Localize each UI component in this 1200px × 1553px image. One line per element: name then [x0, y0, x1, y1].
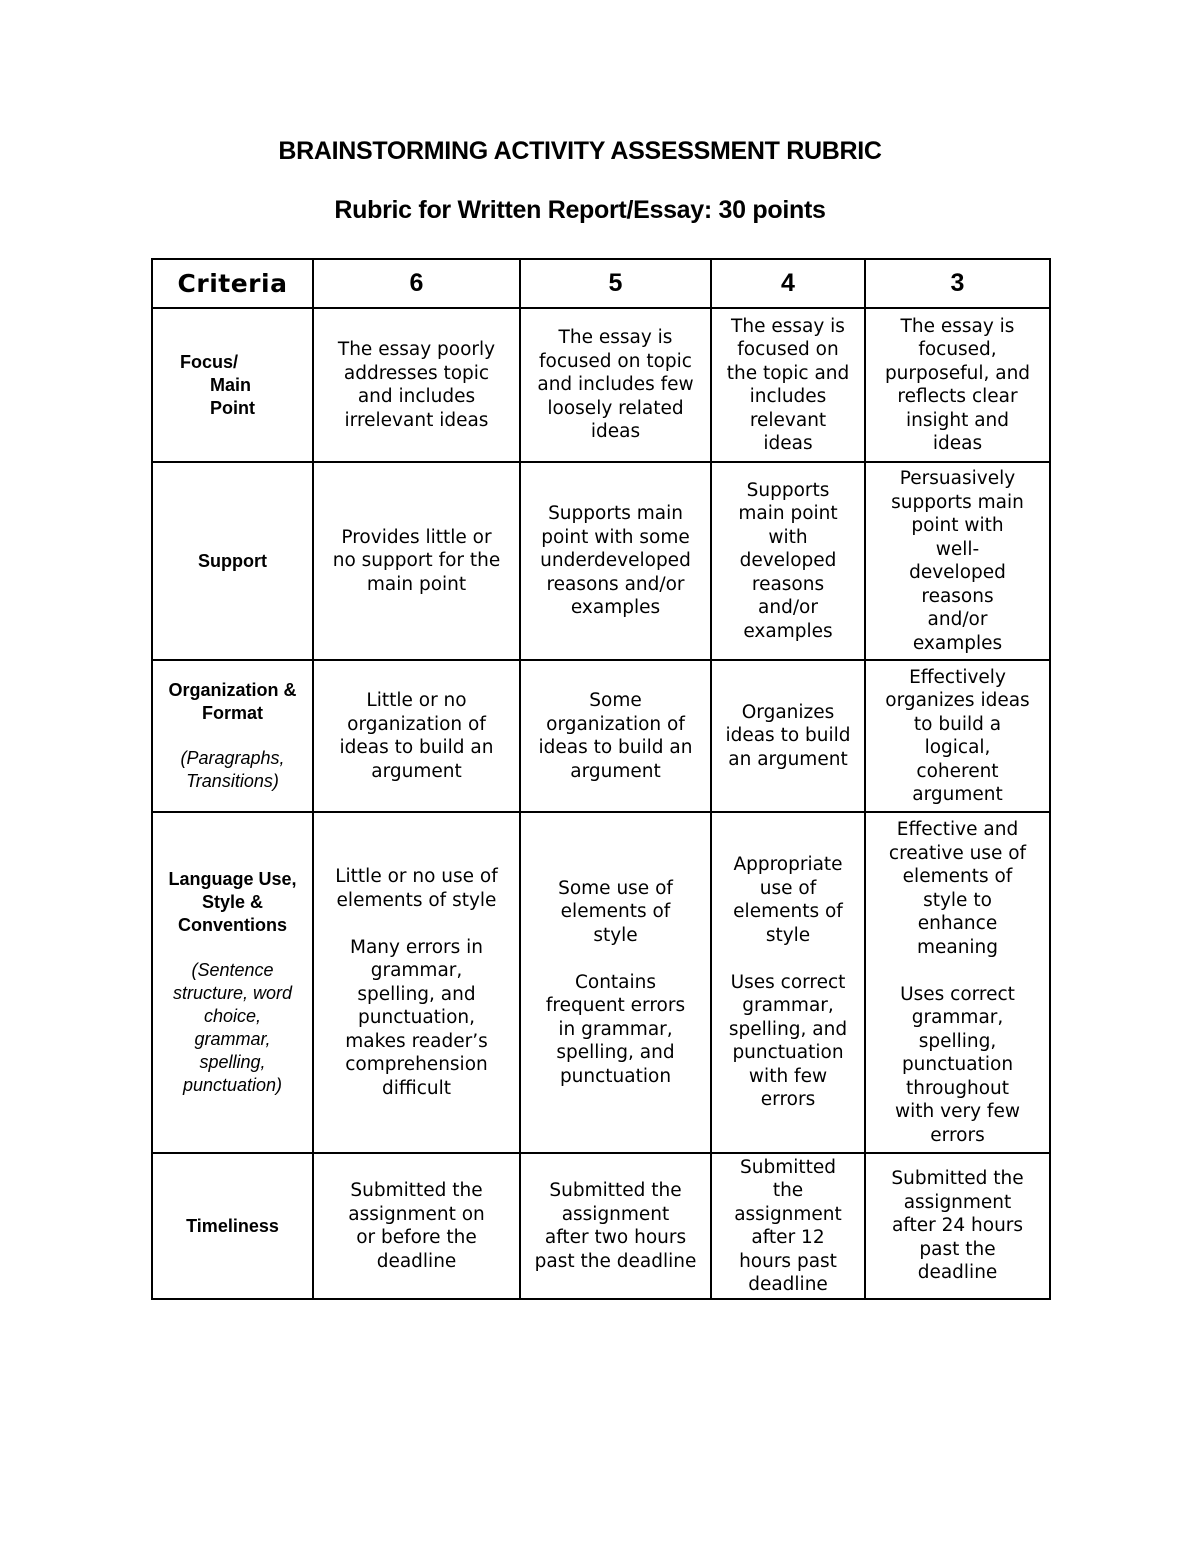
cell-timeliness-6: Submitted the assignment on or before the deadline	[313, 1153, 520, 1299]
criterion-focus	[152, 308, 313, 462]
criterion-note: (Sentence structure, word choice, grammar, spelling, punctuation)	[172, 960, 293, 1095]
header-criteria: Criteria	[152, 259, 313, 308]
criterion-label: Organization & Format	[168, 680, 297, 723]
cell-organization-6: Little or no organization of ideas to build an argument	[313, 660, 520, 812]
document-title: BRAINSTORMING ACTIVITY ASSESSMENT RUBRIC	[278, 137, 882, 165]
criterion-label: Support	[198, 550, 267, 571]
cell-timeliness-5: Submitted the assignment after two hours past the deadline	[520, 1153, 711, 1299]
cell-timeliness-3: Submitted the assignment after 24 hours past the deadline	[865, 1153, 1050, 1299]
rubric-row-focus	[152, 308, 1050, 462]
cell-timeliness-4: Submitted the assignment after 12 hours past deadline	[711, 1153, 865, 1299]
cell-support-4: Supports main point with developed reasons and/or examples	[711, 462, 865, 660]
document-subtitle: Rubric for Written Report/Essay: 30 points	[334, 196, 826, 224]
cell-organization-4: Organizes ideas to build an argument	[711, 660, 865, 812]
cell-focus-5: The essay is focused on topic and includes few loosely related ideas	[520, 308, 711, 462]
cell-language-3: Effective and creative use of elements of style to enhance meaning Uses correct grammar, spelling, punctuation throughout with very few errors	[865, 812, 1050, 1153]
cell-focus-6: The essay poorly addresses topic and includes irrelevant ideas	[313, 308, 520, 462]
criterion-timeliness	[152, 1153, 313, 1299]
rubric-row-support	[152, 462, 1050, 660]
rubric-header-row	[152, 259, 1050, 308]
criterion-label: Focus/ Main Point	[180, 351, 255, 418]
header-score-4: 4	[711, 259, 865, 308]
rubric-row-language	[152, 812, 1050, 1153]
criterion-support	[152, 462, 313, 660]
criterion-note: (Paragraphs, Transitions)	[180, 748, 285, 791]
header-score-5: 5	[520, 259, 711, 308]
rubric-row-organization	[152, 660, 1050, 812]
cell-support-5: Supports main point with some underdeveloped reasons and/or examples	[520, 462, 711, 660]
criterion-organization	[152, 660, 313, 812]
cell-support-6: Provides little or no support for the main point	[313, 462, 520, 660]
cell-focus-3: The essay is focused, purposeful, and reflects clear insight and ideas	[865, 308, 1050, 462]
criterion-language	[152, 812, 313, 1153]
cell-organization-5: Some organization of ideas to build an argument	[520, 660, 711, 812]
cell-organization-3: Effectively organizes ideas to build a logical, coherent argument	[865, 660, 1050, 812]
cell-language-5: Some use of elements of style Contains frequent errors in grammar, spelling, and punctuation	[520, 812, 711, 1153]
header-score-3: 3	[865, 259, 1050, 308]
cell-support-3: Persuasively supports main point with well- developed reasons and/or examples	[865, 462, 1050, 660]
criterion-label: Language Use, Style & Conventions	[168, 869, 297, 935]
criterion-label: Timeliness	[186, 1215, 279, 1236]
rubric-row-timeliness	[152, 1153, 1050, 1299]
rubric-table	[151, 258, 1051, 1300]
header-score-6: 6	[313, 259, 520, 308]
cell-language-6: Little or no use of elements of style Many errors in grammar, spelling, and punctuation, makes reader’s comprehension difficult	[313, 812, 520, 1153]
cell-focus-4: The essay is focused on the topic and includes relevant ideas	[711, 308, 865, 462]
cell-language-4: Appropriate use of elements of style Uses correct grammar, spelling, and punctuation with few errors	[711, 812, 865, 1153]
